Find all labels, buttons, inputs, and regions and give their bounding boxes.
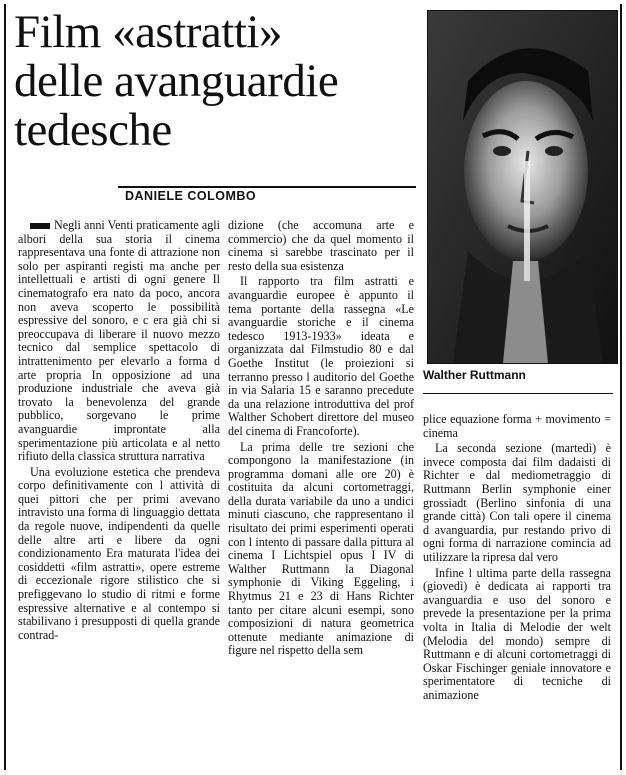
paragraph — [18, 219, 220, 464]
text-column-1 — [18, 219, 220, 642]
paragraph: dizione (che accomuna arte e commercio) che da quel momento il cinema si sarebbe trascinato per il resto della sua esistenza — [228, 218, 414, 273]
paragraph: La seconda sezione (martedì) è invece composta dai film dadaisti di Richter e dal mediometraggio di Ruttmann Berlin symphonie einer grossiadt (Berlino sinfonia di una grande città) Con tali opere il cinema d avanguardia, pur restando privo di ogni forma di narrazione comincia ad utilizzare la ripresa dal vero — [423, 441, 611, 564]
paragraph-text: Negli anni Venti praticamente agli albori della sua storia il cinema rappresentava una fonte di attrazione non solo per aspiranti registi ma anche per intellettuali e artisti di ogni genere Il cinematografo era nato da poco, ancora non aveva scoperto le possibilità espressive del sonoro, e c era già chi si preoccupava di liberare il nuovo mezzo tecnico dal semplice spettacolo di intrattenimento per elevarlo a forma d arte propria In opposizione ad una produzione industriale che aveva già trovato la benevolenza del grande pubblico, sorgevano le prime avanguardie improntate alla sperimentazione più articolata e al netto rifiuto della classica struttura narrativa — [18, 218, 220, 464]
title-line-3: tedesche — [14, 104, 172, 156]
portrait-photo — [427, 10, 618, 364]
title-line-1: Film «astratti» — [14, 6, 282, 58]
paragraph: Il rapporto tra film astratti e avanguardie europee è appunto il tema portante della rassegna «Le avanguardie storiche e il cinema tedesco 1913-1933» ideata e organizzata dal Filmstudio 80 e dal Goethe Institut (le proiezioni si terranno presso l auditorio del Goethe in via Salaria 15 e saranno precedute da una relazione introduttiva del prof Walther Schobert direttore del museo del cinema di Francoforte). — [228, 274, 414, 438]
portrait-image — [428, 11, 617, 363]
photo-caption: Walther Ruttmann — [423, 368, 526, 382]
lead-marker — [30, 223, 50, 229]
byline-rule — [118, 186, 416, 188]
byline: DANIELE COLOMBO — [125, 189, 257, 203]
text-column-3 — [423, 413, 611, 702]
paragraph: La prima delle tre sezioni che compongono la manifestazione (in programma domani alle ore 20) è costituita da alcuni cortometraggi, della durata variabile da uno a undici minuti ciascuno, che rappresentano il risultato dei primi esperimenti operati con l intento di passare dalla pittura al cinema I Lichtspiel opus I IV di Walther Ruttmann la Diagonal symphonie di Viking Eggeling, i Rhytmus 21 e 23 di Hans Richter tanto per citare alcuni esempi, sono composizioni di natura geometrica ottenute mediante animazione di figure nel rispetto della sem — [228, 439, 414, 658]
title-line-2: delle avanguardie — [14, 55, 339, 107]
caption-rule — [423, 393, 613, 394]
text-column-2 — [228, 219, 414, 658]
paragraph: plice equazione forma + movimento = cinema — [423, 412, 611, 440]
article-title — [14, 8, 424, 155]
paragraph: Infine l ultima parte della rassegna (giovedì) è dedicata ai rapporti tra avanguardia e uso del sonoro e prevede la presentazione per la prima volta in Italia di Melodie der welt (Melodia del mondo) sempre di Ruttmann e di alcuni cortometraggi di Oskar Fischinger geniale innovatore e sperimentatore di tecniche di animazione — [423, 565, 611, 702]
paragraph: Una evoluzione estetica che prendeva corpo definitivamente con l attività di quei pittori che per primi avevano intravisto una forma di linguaggio dettata da regole nuove, indipendenti da quelle delle altre arti e libere da ogni condizionamento Era maturata l'idea dei cosiddetti «film astratti», opere estreme di eccezionale rigore stilistico che si prefiggevano lo studio di ritmi e forme espressive alternative e al contempo si stabilivano i presupposti di quella grande contrad- — [18, 464, 220, 642]
